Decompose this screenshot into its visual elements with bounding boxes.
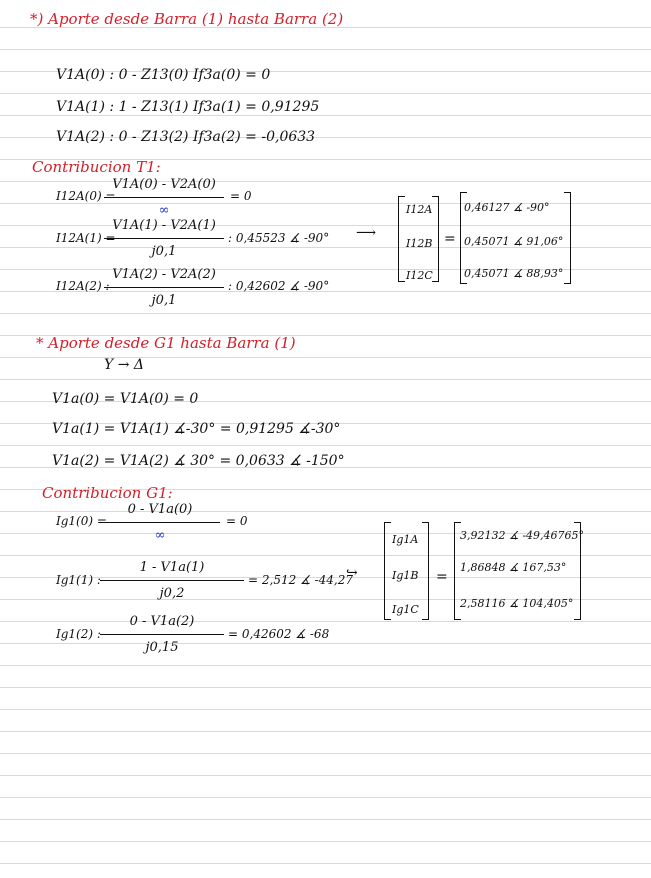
matrix2-value-c: 2,58116 ∡ 104,405° bbox=[460, 597, 574, 610]
i12a1-lhs: I12A(1) = bbox=[56, 231, 116, 245]
ig10-result: = 0 bbox=[226, 514, 248, 528]
numerator: 0 - V1a(0) bbox=[127, 502, 193, 517]
i12a0-result: = 0 bbox=[230, 189, 252, 203]
numerator: V1A(0) - V2A(0) bbox=[112, 177, 216, 192]
arrow-right-icon: ↪ bbox=[346, 565, 358, 581]
ig11-result: = 2,512 ∡ -44,27 bbox=[248, 573, 354, 587]
fraction-bar bbox=[100, 634, 224, 635]
matrix1-value-c: 0,45071 ∡ 88,93° bbox=[464, 267, 564, 280]
equals-sign: = bbox=[444, 231, 456, 247]
denominator: j0,2 bbox=[159, 586, 185, 601]
numerator: 0 - V1a(2) bbox=[129, 614, 195, 629]
fraction-i12a2 bbox=[104, 268, 224, 314]
matrix1-value-a: 0,46127 ∡ -90° bbox=[464, 201, 550, 214]
i12a0-lhs: I12A(0) = bbox=[56, 189, 116, 203]
contrib-g1-title: Contribucion G1: bbox=[42, 484, 173, 502]
matrix1-label-c: I12C bbox=[406, 269, 433, 282]
matrix1-label-a: I12A bbox=[406, 203, 433, 216]
fraction-ig10 bbox=[100, 503, 220, 549]
matrix2-values-right-bracket bbox=[574, 522, 581, 620]
matrix2-value-a: 3,92132 ∡ -49,46765° bbox=[460, 529, 585, 542]
eq-v1a1: V1A(1) : 1 - Z13(1) If3a(1) = 0,91295 bbox=[56, 99, 320, 115]
fraction-bar bbox=[104, 197, 224, 198]
matrix2-label-a: Ig1A bbox=[392, 533, 419, 546]
fraction-ig11 bbox=[100, 561, 244, 607]
numerator: 1 - V1a(1) bbox=[139, 560, 205, 575]
y-delta-note: Y → Δ bbox=[104, 357, 144, 373]
matrix1-value-b: 0,45071 ∡ 91,06° bbox=[464, 235, 564, 248]
eq-v1a1-g1: V1a(1) = V1A(1) ∡-30° = 0,91295 ∡-30° bbox=[52, 421, 341, 437]
matrix2-label-c: Ig1C bbox=[392, 603, 419, 616]
section2-title: * Aporte desde G1 hasta Barra (1) bbox=[36, 334, 296, 352]
infinity-denominator: ∞ bbox=[154, 528, 166, 543]
denominator: j0,15 bbox=[145, 640, 179, 655]
matrix1-label-b: I12B bbox=[406, 237, 433, 250]
ig12-result: = 0,42602 ∡ -68 bbox=[228, 627, 330, 641]
matrix2-value-b: 1,86848 ∡ 167,53° bbox=[460, 561, 567, 574]
i12a2-lhs: I12A(2) : bbox=[56, 279, 110, 293]
i12a1-result: : 0,45523 ∡ -90° bbox=[228, 231, 330, 245]
matrix2-label-b: Ig1B bbox=[392, 569, 419, 582]
fraction-bar bbox=[100, 522, 220, 523]
matrix1-values-right-bracket bbox=[564, 192, 571, 284]
equals-sign: = bbox=[436, 569, 448, 585]
section1-title: *) Aporte desde Barra (1) hasta Barra (2) bbox=[30, 10, 344, 28]
fraction-i12a1 bbox=[104, 219, 224, 265]
contrib-t1-title: Contribucion T1: bbox=[32, 158, 161, 176]
eq-v1a2: V1A(2) : 0 - Z13(2) If3a(2) = -0,0633 bbox=[56, 129, 316, 145]
eq-v1a0: V1A(0) : 0 - Z13(0) If3a(0) = 0 bbox=[56, 67, 271, 83]
matrix2-right-bracket bbox=[422, 522, 429, 620]
fraction-bar bbox=[100, 580, 244, 581]
arrow-right-icon: ⟶ bbox=[356, 225, 377, 241]
infinity-denominator: ∞ bbox=[158, 203, 170, 218]
matrix1-left-bracket bbox=[398, 196, 405, 282]
fraction-ig12 bbox=[100, 615, 224, 661]
ig11-lhs: Ig1(1) : bbox=[56, 573, 101, 587]
ig12-lhs: Ig1(2) : bbox=[56, 627, 101, 641]
denominator: j0,1 bbox=[151, 244, 177, 259]
numerator: V1A(2) - V2A(2) bbox=[112, 267, 216, 282]
eq-v1a0-g1: V1a(0) = V1A(0) = 0 bbox=[52, 391, 199, 407]
eq-v1a2-g1: V1a(2) = V1A(2) ∡ 30° = 0,0633 ∡ -150° bbox=[52, 453, 345, 469]
fraction-bar bbox=[104, 287, 224, 288]
fraction-bar bbox=[104, 238, 224, 239]
ig10-lhs: Ig1(0) = bbox=[56, 514, 107, 528]
denominator: j0,1 bbox=[151, 293, 177, 308]
numerator: V1A(1) - V2A(1) bbox=[112, 218, 216, 233]
matrix2-left-bracket bbox=[384, 522, 391, 620]
i12a2-result: : 0,42602 ∡ -90° bbox=[228, 279, 330, 293]
matrix1-right-bracket bbox=[432, 196, 439, 282]
